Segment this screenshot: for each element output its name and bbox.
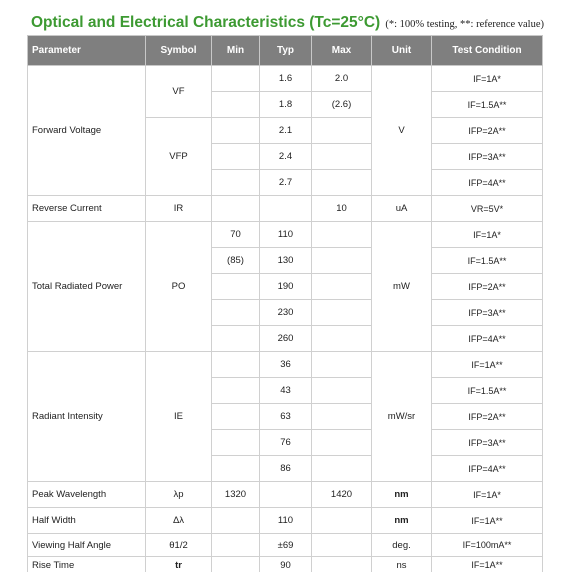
- symbol-delta-lambda: Δλ: [146, 508, 212, 534]
- cell-typ: 110: [260, 222, 312, 248]
- cell-condition: VR=5V*: [432, 196, 543, 222]
- table-row: [28, 352, 543, 378]
- param-forward-voltage: Forward Voltage: [28, 66, 146, 196]
- col-max: Max: [312, 36, 372, 66]
- col-parameter: Parameter: [28, 36, 146, 66]
- cell-min: [212, 92, 260, 118]
- cell-condition: IF=1A**: [432, 557, 543, 572]
- unit-reverse-current: uA: [372, 196, 432, 222]
- cell-condition: IFP=3A**: [432, 144, 543, 170]
- cell-min: [212, 326, 260, 352]
- symbol-lambda-p: λp: [146, 482, 212, 508]
- page-title: Optical and Electrical Characteristics (Tc=25°C): [31, 14, 381, 31]
- col-min: Min: [212, 36, 260, 66]
- cell-typ: 110: [260, 508, 312, 534]
- symbol-tr: tr: [146, 557, 212, 572]
- cell-min: 70: [212, 222, 260, 248]
- cell-typ: 2.7: [260, 170, 312, 196]
- cell-typ: 90: [260, 557, 312, 572]
- cell-condition: IFP=4A**: [432, 456, 543, 482]
- cell-min: [212, 196, 260, 222]
- cell-min: [212, 378, 260, 404]
- cell-typ: 2.4: [260, 144, 312, 170]
- cell-typ: 130: [260, 248, 312, 274]
- cell-max: [312, 352, 372, 378]
- cell-min: [212, 534, 260, 557]
- table-row: [28, 66, 543, 92]
- cell-condition: IF=1A*: [432, 222, 543, 248]
- cell-condition: IF=1A**: [432, 352, 543, 378]
- cell-max: [312, 300, 372, 326]
- cell-typ: 2.1: [260, 118, 312, 144]
- cell-condition: IFP=2A**: [432, 118, 543, 144]
- cell-max: [312, 456, 372, 482]
- cell-min: [212, 144, 260, 170]
- header-row: [28, 36, 543, 66]
- cell-max: 10: [312, 196, 372, 222]
- unit-viewing-angle: deg.: [372, 534, 432, 557]
- col-typ: Typ: [260, 36, 312, 66]
- cell-max: 2.0: [312, 66, 372, 92]
- cell-condition: IF=1A**: [432, 508, 543, 534]
- cell-condition: IFP=3A**: [432, 300, 543, 326]
- unit-radiant-intensity: mW/sr: [372, 352, 432, 482]
- cell-min: (85): [212, 248, 260, 274]
- cell-condition: IF=100mA**: [432, 534, 543, 557]
- symbol-vf: VF: [146, 66, 212, 118]
- symbol-ir: IR: [146, 196, 212, 222]
- cell-max: [312, 274, 372, 300]
- col-unit: Unit: [372, 36, 432, 66]
- cell-max: [312, 404, 372, 430]
- table-row: [28, 534, 543, 557]
- cell-condition: IFP=4A**: [432, 326, 543, 352]
- cell-max: [312, 534, 372, 557]
- cell-condition: IF=1A*: [432, 482, 543, 508]
- cell-typ: [260, 196, 312, 222]
- cell-min: [212, 118, 260, 144]
- cell-min: [212, 170, 260, 196]
- cell-typ: 76: [260, 430, 312, 456]
- cell-max: 1420: [312, 482, 372, 508]
- cell-min: [212, 404, 260, 430]
- cell-typ: 36: [260, 352, 312, 378]
- symbol-vfp: VFP: [146, 118, 212, 196]
- cell-max: [312, 508, 372, 534]
- param-reverse-current: Reverse Current: [28, 196, 146, 222]
- cell-max: [312, 326, 372, 352]
- unit-radiated-power: mW: [372, 222, 432, 352]
- cell-min: [212, 456, 260, 482]
- cell-max: [312, 430, 372, 456]
- col-symbol: Symbol: [146, 36, 212, 66]
- param-half-width: Half Width: [28, 508, 146, 534]
- cell-max: (2.6): [312, 92, 372, 118]
- cell-condition: IFP=2A**: [432, 274, 543, 300]
- table-row: [28, 482, 543, 508]
- table-row: [28, 508, 543, 534]
- cell-max: [312, 248, 372, 274]
- table-row: [28, 222, 543, 248]
- cell-min: [212, 508, 260, 534]
- cell-typ: 190: [260, 274, 312, 300]
- legend-note: (*: 100% testing, **: reference value): [385, 19, 544, 30]
- cell-min: [212, 352, 260, 378]
- cell-typ: ±69: [260, 534, 312, 557]
- cell-condition: IFP=2A**: [432, 404, 543, 430]
- cell-condition: IF=1.5A**: [432, 378, 543, 404]
- unit-rise-time: ns: [372, 557, 432, 572]
- cell-min: [212, 66, 260, 92]
- cell-max: [312, 222, 372, 248]
- cell-max: [312, 144, 372, 170]
- cell-condition: IF=1A*: [432, 66, 543, 92]
- cell-typ: 43: [260, 378, 312, 404]
- characteristics-table: [27, 35, 543, 572]
- symbol-ie: IE: [146, 352, 212, 482]
- col-condition: Test Condition: [432, 36, 543, 66]
- cell-typ: 260: [260, 326, 312, 352]
- param-viewing-angle: Viewing Half Angle: [28, 534, 146, 557]
- cell-typ: 1.8: [260, 92, 312, 118]
- param-rise-time: Rise Time: [28, 557, 146, 572]
- unit-peak-wavelength: nm: [372, 482, 432, 508]
- param-radiant-intensity: Radiant Intensity: [28, 352, 146, 482]
- table-row: [28, 196, 543, 222]
- header: [27, 14, 546, 34]
- unit-forward-voltage: V: [372, 66, 432, 196]
- cell-typ: 63: [260, 404, 312, 430]
- cell-min: [212, 557, 260, 572]
- cell-max: [312, 557, 372, 572]
- cell-typ: 230: [260, 300, 312, 326]
- param-radiated-power: Total Radiated Power: [28, 222, 146, 352]
- cell-max: [312, 378, 372, 404]
- cell-max: [312, 118, 372, 144]
- symbol-po: PO: [146, 222, 212, 352]
- cell-typ: 86: [260, 456, 312, 482]
- param-peak-wavelength: Peak Wavelength: [28, 482, 146, 508]
- cell-typ: 1.6: [260, 66, 312, 92]
- cell-min: 1320: [212, 482, 260, 508]
- cell-condition: IF=1.5A**: [432, 92, 543, 118]
- cell-condition: IFP=4A**: [432, 170, 543, 196]
- cell-max: [312, 170, 372, 196]
- cell-typ: [260, 482, 312, 508]
- cell-condition: IFP=3A**: [432, 430, 543, 456]
- unit-half-width: nm: [372, 508, 432, 534]
- symbol-theta: θ1/2: [146, 534, 212, 557]
- cell-condition: IF=1.5A**: [432, 248, 543, 274]
- table-row: [28, 557, 543, 572]
- cell-min: [212, 274, 260, 300]
- cell-min: [212, 430, 260, 456]
- cell-min: [212, 300, 260, 326]
